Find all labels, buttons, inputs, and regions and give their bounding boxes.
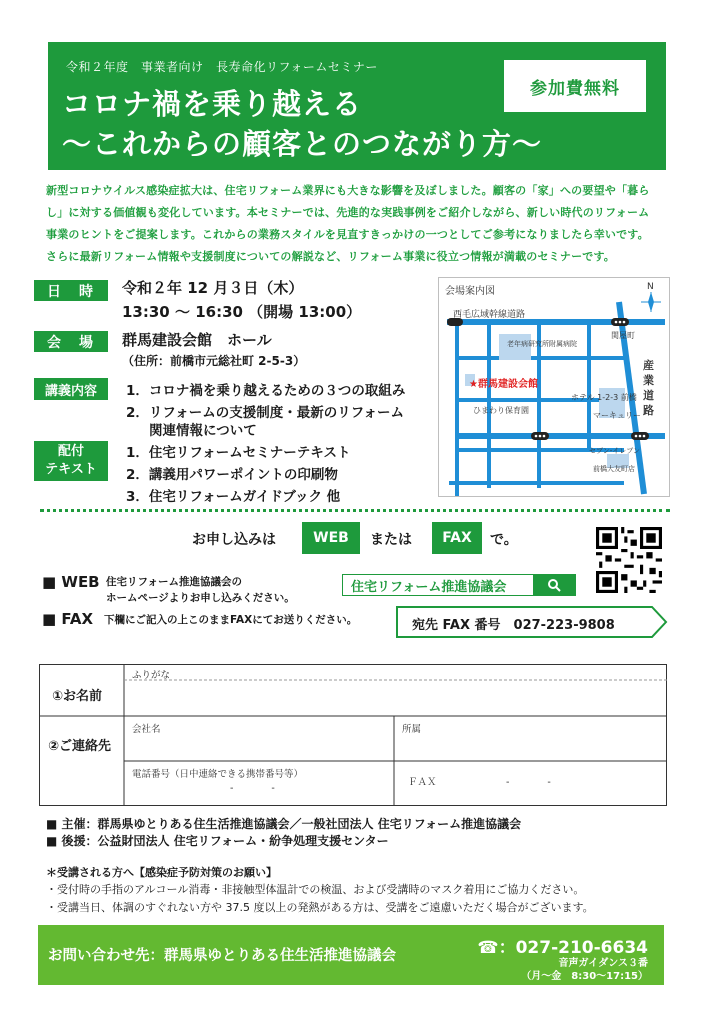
contact-label: ②ご連絡先 — [48, 739, 112, 754]
fax-method-desc: 下欄にご記入の上このままFAXにてお送りください。 — [104, 614, 358, 626]
map-road-top: 西毛広域幹線道路 — [453, 310, 526, 320]
lecture-item: 1．コロナ禍を乗り越えるための３つの取組み — [126, 383, 406, 399]
dotted-divider — [40, 509, 670, 512]
apply-or: または — [370, 532, 412, 548]
date-label: 日 時 — [34, 280, 108, 301]
contact-banner — [38, 925, 664, 985]
search-text[interactable]: 住宅リフォーム推進協議会 — [351, 579, 507, 595]
phone-label: 電話番号（日中連絡できる携帯番号等） — [132, 769, 304, 780]
web-method-desc — [106, 574, 295, 606]
notes-head: ＊受講される方へ【感染症予防対策のお願い】 — [46, 866, 277, 879]
apply-lead: お申し込みは — [192, 532, 276, 548]
map-mercury: マーキュリー — [593, 411, 641, 420]
organizer: ■ 主催：群馬県ゆとりある住生活推進協議会／一般社団法人 住宅リフォーム推進協議会 — [46, 817, 522, 831]
text-item: 1．住宅リフォームセミナーテキスト — [126, 445, 351, 461]
note-line: ・受付時の手指のアルコール消毒・非接触型体温計での検温、および受講時のマスク着用にご協力ください。 — [46, 883, 585, 896]
fax-number-box — [396, 606, 668, 638]
free-admission-badge: 参加費無料 — [504, 60, 646, 112]
map-road-right: 産業道路 — [643, 359, 654, 417]
fax-number: 宛先 FAX 番号 027-223-9808 — [412, 618, 615, 633]
company-field[interactable] — [126, 718, 394, 761]
contact-label: お問い合わせ先：群馬県ゆとりある住生活推進協議会 — [48, 948, 396, 964]
event-date: 令和２年 12 月３日（木） — [122, 279, 304, 297]
intro-text — [46, 180, 676, 268]
search-box[interactable] — [342, 574, 576, 596]
text-label — [34, 441, 108, 481]
contact-guidance: 音声ガイダンス３番 — [558, 958, 648, 969]
furigana-label: ふりがな — [132, 670, 171, 681]
event-time: 13:30 〜 16:30 （開場 13:00） — [122, 303, 362, 321]
lecture-item: 関連情報について — [149, 423, 257, 439]
venue-map — [438, 277, 670, 497]
venue-name: 群馬建設会館 ホール — [122, 331, 272, 349]
map-title: 会場案内図 — [445, 286, 495, 297]
text-label-line-2: テキスト — [45, 462, 97, 477]
fax-method-head: ■ FAX — [42, 610, 94, 628]
fax-field[interactable] — [396, 763, 666, 805]
application-form — [39, 664, 667, 806]
note-line: ・受講当日、体調のすぐれない方や 37.5 度以上の発熱がある方は、受講をご遠慮いただく場合がございます。 — [46, 901, 594, 914]
intro-line: し」に対する価値観も変化しています。本セミナーでは、先進的な実践事例をご紹介しながら、新しい時代のリフォーム — [46, 206, 650, 219]
text-item: 2．講義用パワーポイントの印刷物 — [126, 467, 338, 483]
fax-label: ＦＡＸ — [408, 777, 437, 788]
web-desc-line: 住宅リフォーム推進協議会の — [106, 576, 242, 588]
map-venue: ★群馬建設会館 — [469, 379, 538, 390]
map-sekiya: 関屋町 — [611, 331, 635, 340]
map-seven: セブン-イレブン — [589, 447, 640, 455]
title-line-2: 〜これからの顧客とのつながり方〜 — [62, 127, 543, 161]
search-icon — [547, 578, 561, 592]
web-desc-line: ホームページよりお申し込みください。 — [106, 592, 295, 604]
web-tag: WEB — [302, 522, 360, 554]
intro-line: 事業のヒントをご提案します。これからの業務スタイルを見直すきっかけの一つとしてご参考になりましたら幸いです。 — [46, 228, 649, 241]
contact-phone: ☎：027-210-6634 — [477, 938, 648, 958]
title-line-1: コロナ禍を乗り越える — [62, 87, 363, 121]
intro-line: 新型コロナウイルス感染症拡大は、住宅リフォーム業界にも大きな影響を及ぼしました。顧客の「家」への要望や「暮ら — [46, 184, 650, 197]
map-hotel: ホテル 1-2-3 前橋 — [571, 393, 637, 402]
map-nursery: ひまわり保育園 — [473, 406, 529, 415]
map-north: N — [647, 282, 654, 292]
header-banner — [48, 42, 666, 170]
name-field[interactable] — [126, 682, 666, 716]
contact-hours: （月〜金 8:30〜17:15） — [521, 971, 648, 982]
map-hospital: 老年病研究所附属病院 — [507, 340, 577, 348]
intro-line: さらに最新リフォーム情報や支援制度についての解説など、リフォーム事業に役立つ情報が満載のセミナーです。 — [46, 250, 615, 263]
venue-label: 会 場 — [34, 331, 108, 352]
supporter: ■ 後援：公益財団法人 住宅リフォーム・紛争処理支援センター — [46, 834, 389, 848]
dept-label: 所属 — [402, 724, 422, 735]
lecture-label: 講義内容 — [34, 378, 108, 400]
phone-dashes: - - — [230, 783, 275, 794]
web-method-head: ■ WEB — [42, 573, 100, 591]
name-label: ①お名前 — [52, 689, 103, 704]
fax-tag: FAX — [432, 522, 482, 554]
company-label: 会社名 — [132, 724, 161, 735]
phone-field[interactable] — [126, 763, 394, 805]
qr-code-icon[interactable] — [596, 527, 662, 593]
north-arrow-icon — [641, 292, 661, 312]
apply-de: で。 — [490, 532, 518, 548]
map-seven-sub: 前橋大友町店 — [593, 465, 635, 473]
lecture-item: 2．リフォームの支援制度・最新のリフォーム — [126, 405, 405, 421]
search-button[interactable] — [533, 575, 575, 595]
text-label-line-1: 配付 — [57, 444, 84, 459]
venue-address: （住所：前橋市元総社町 2-5-3） — [122, 354, 306, 368]
fax-dashes: - - — [506, 777, 551, 788]
dept-field[interactable] — [396, 718, 666, 761]
header-subtitle: 令和２年度 事業者向け 長寿命化リフォームセミナー — [66, 60, 378, 74]
text-item: 3．住宅リフォームガイドブック 他 — [126, 489, 341, 505]
